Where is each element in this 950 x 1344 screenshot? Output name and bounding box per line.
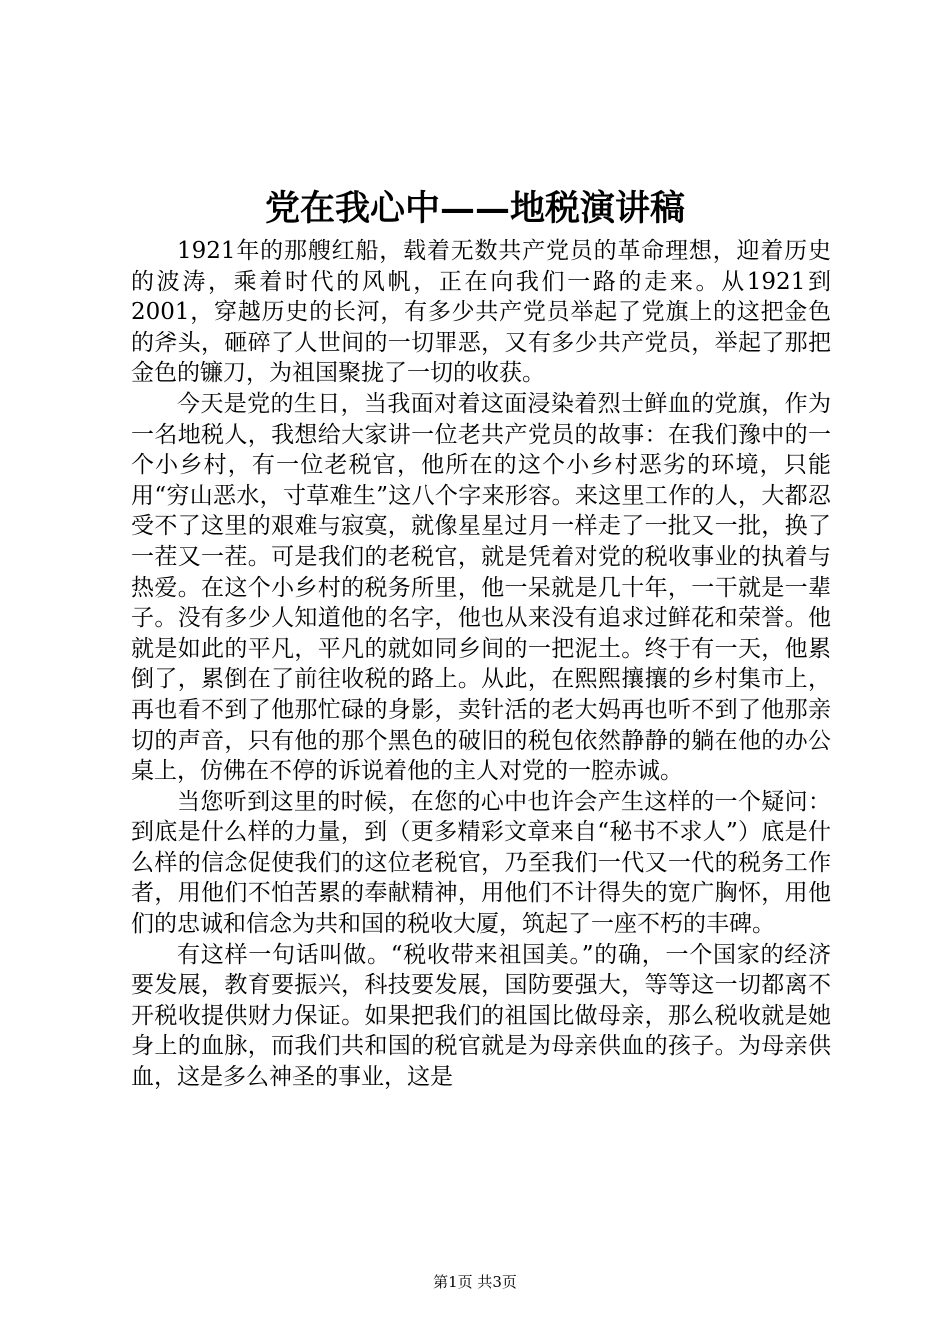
- paragraph-3: 当您听到这里的时候，在您的心中也许会产生这样的一个疑问：到底是什么样的力量，到（更多精彩文章来自“秘书不求人”）底是什么样的信念促使我们的这位老税官，乃至我们一代又一代的税务工作者，用他们不怕苦累的奉献精神，用他们不计得失的宽广胸怀，用他们的忠诚和信念为共和国的税收大厦，筑起了一座不朽的丰碑。: [131, 788, 831, 938]
- document-body: [131, 236, 831, 1093]
- page-number-footer: 第1页 共3页: [433, 1273, 517, 1291]
- paragraph-1: 1921年的那艘红船，载着无数共产党员的革命理想，迎着历史的波涛，乘着时代的风帆，正在向我们一路的走来。从1921到2001，穿越历史的长河，有多少共产党员举起了党旗上的这把金色的斧头，砸碎了人世间的一切罪恶，又有多少共产党员，举起了那把金色的镰刀，为祖国聚拢了一切的收获。: [131, 238, 831, 387]
- paragraph-2: 今天是党的生日，当我面对着这面浸染着烈士鲜血的党旗，作为一名地税人，我想给大家讲一位老共产党员的故事：在我们豫中的一个小乡村，有一位老税官，他所在的这个小乡村恶劣的环境，只能用“穷山恶水，寸草难生”这八个字来形容。来这里工作的人，大都忍受不了这里的艰难与寂寞，就像星星过月一样走了一批又一批，换了一茬又一茬。可是我们的老税官，就是凭着对党的税收事业的执着与热爱。在这个小乡村的税务所里，他一呆就是几十年，一干就是一辈子。没有多少人知道他的名字，他也从来没有追求过鲜花和荣誉。他就是如此的平凡，平凡的就如同乡间的一把泥土。终于有一天，他累倒了，累倒在了前往收税的路上。从此，在熙熙攘攘的乡村集市上，再也看不到了他那忙碌的身影，卖针活的老大妈再也听不到了他那亲切的声音，只有他的那个黑色的破旧的税包依然静静的躺在他的办公桌上，仿佛在不停的诉说着他的主人对党的一腔赤诚。: [131, 390, 831, 785]
- paragraph-4: 有这样一句话叫做。“税收带来祖国美。”的确，一个国家的经济要发展，教育要振兴，科技要发展，国防要强大，等等这一切都离不开税收提供财力保证。如果把我们的祖国比做母亲，那么税收就是她身上的血脉，而我们共和国的税官就是为母亲供血的孩子。为母亲供血，这是多么神圣的事业，这是: [131, 941, 831, 1091]
- document-title: 党在我心中——地税演讲稿: [264, 188, 685, 229]
